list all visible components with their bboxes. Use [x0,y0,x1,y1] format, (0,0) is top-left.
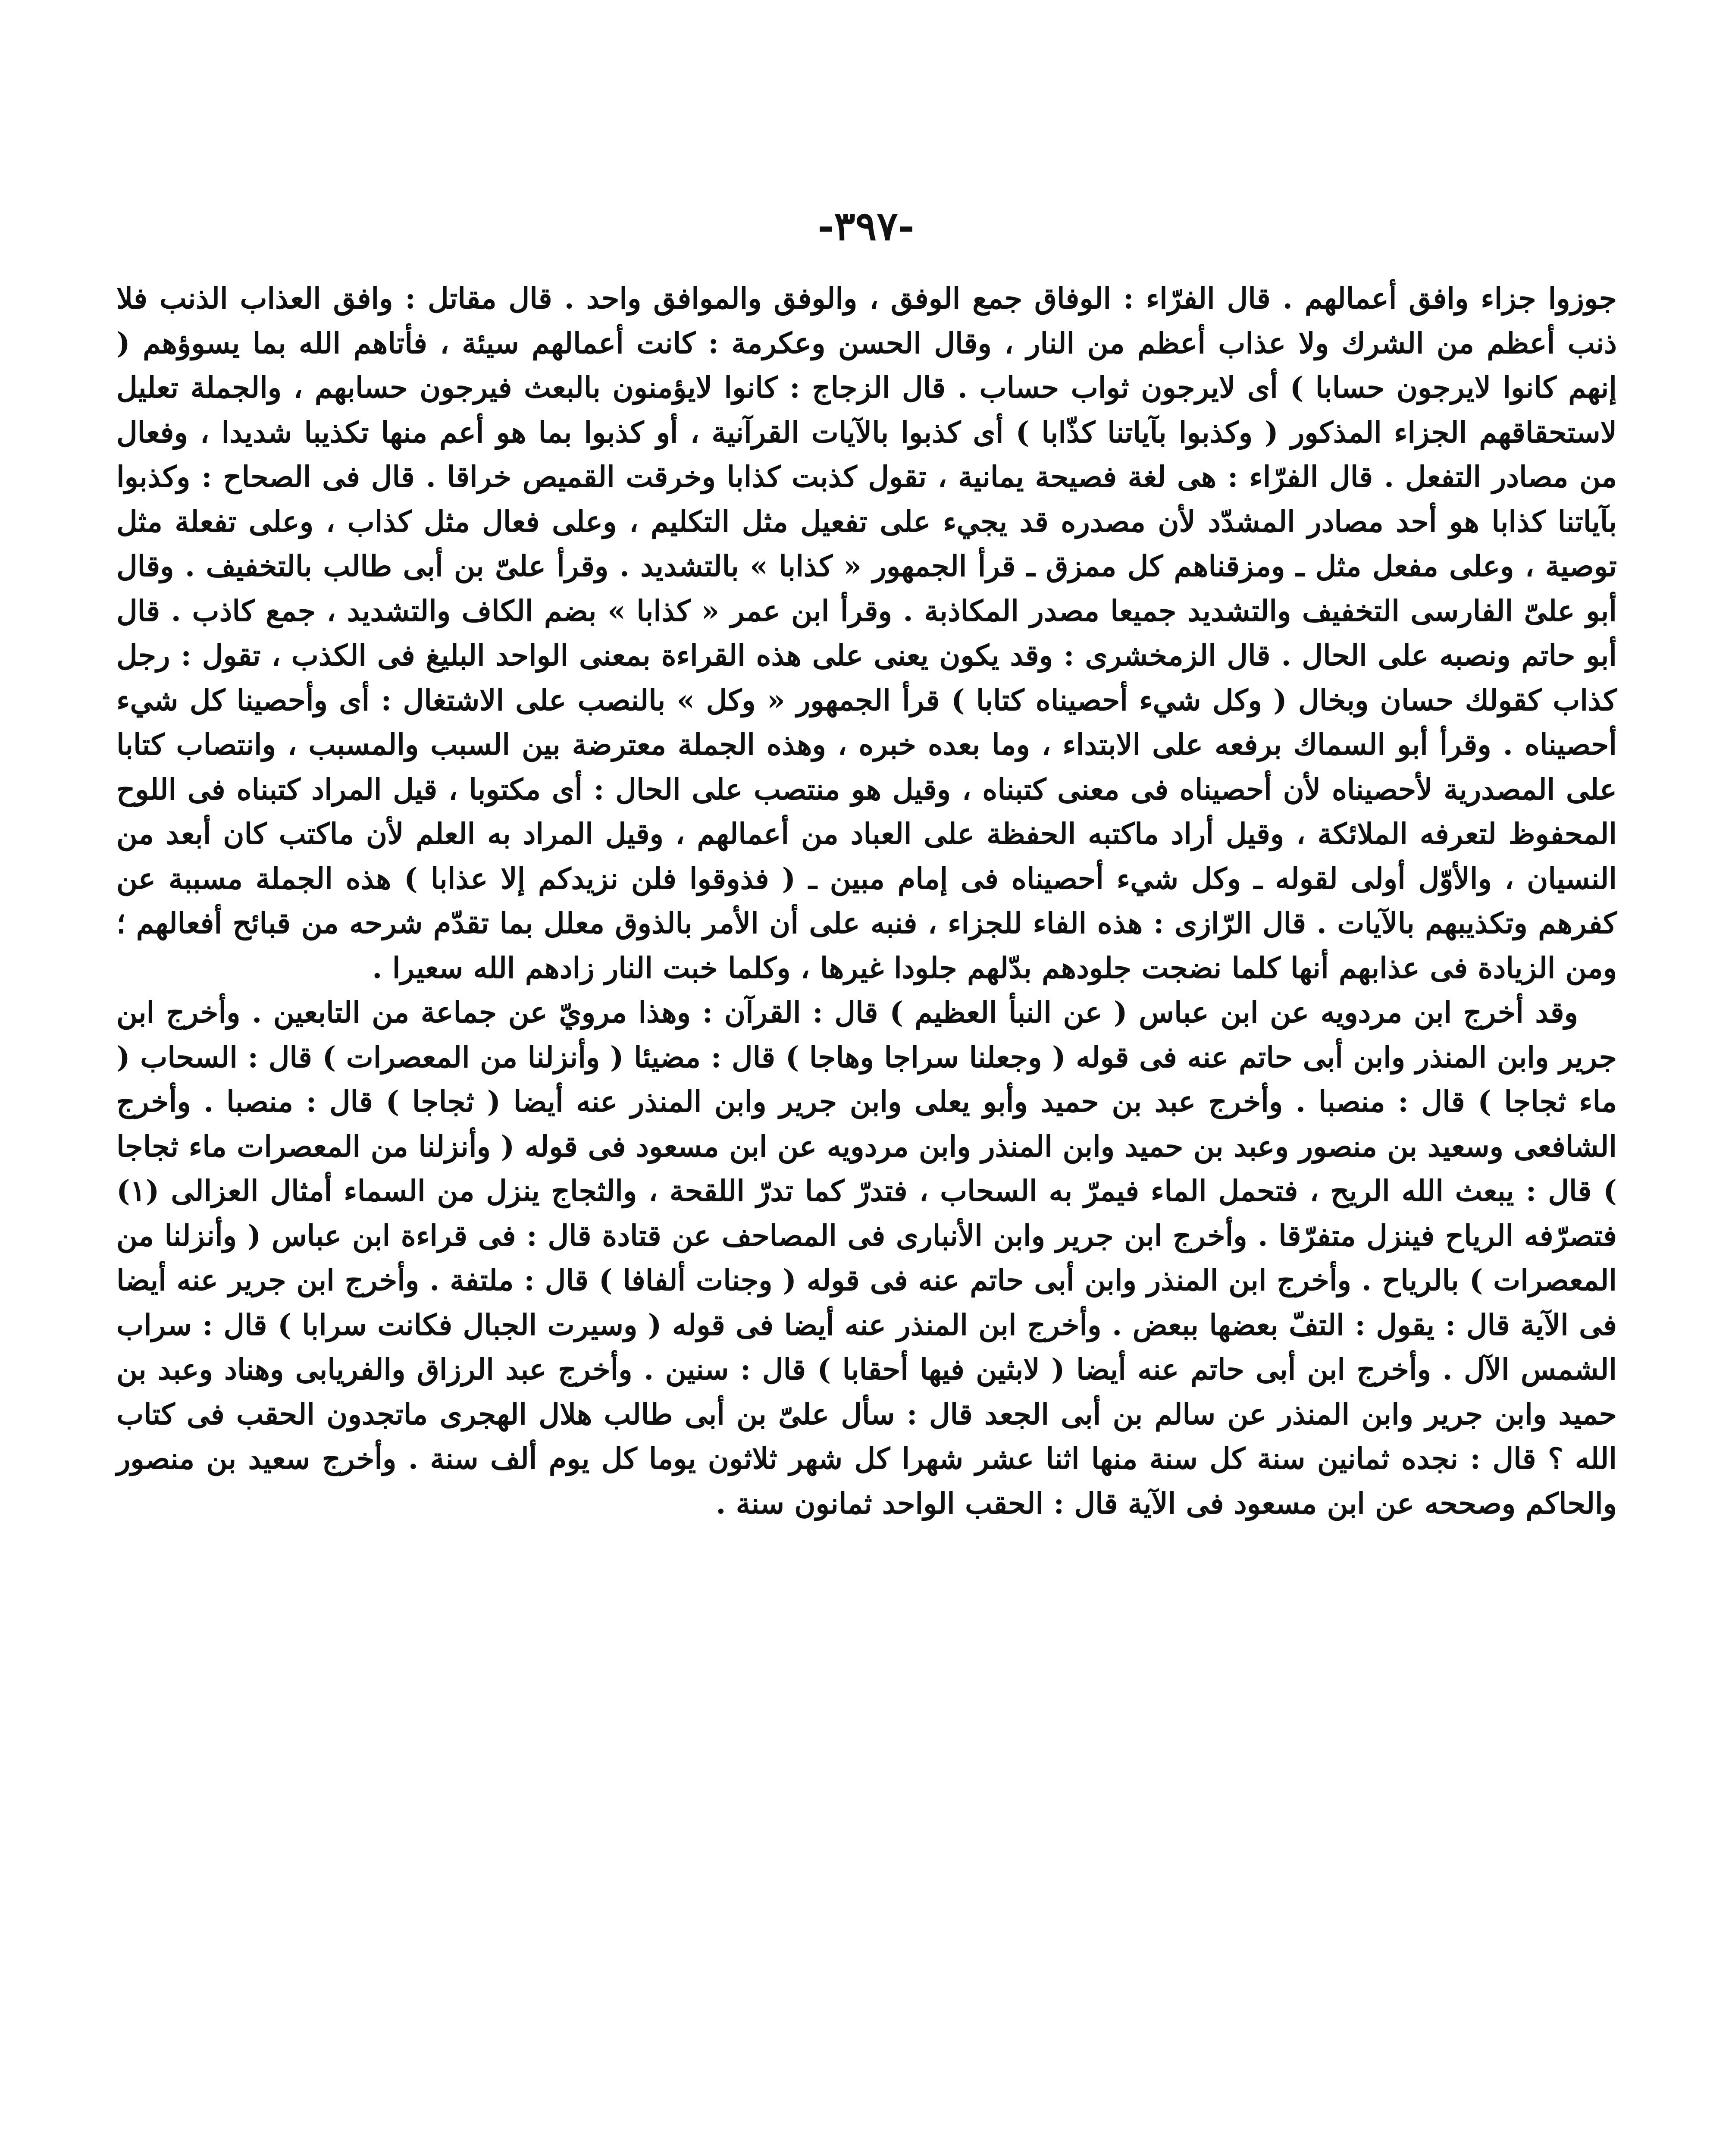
paragraph-1: جوزوا جزاء وافق أعمالهم . قال الفرّاء : الوفاق جمع الوفق ، والوفق والموافق واحد . قال مقاتل : وافق العذاب الذنب فلا ذنب أعظم من الشرك ولا عذاب أعظم من النار ، وقال الحسن وعكرمة : كانت أعمالهم سيئة ، فأتاهم الله بما يسوؤهم ( إنهم كانوا لايرجون حسابا ) أى لايرجون ثواب حساب . قال الزجاج : كانوا لايؤمنون بالبعث فيرجون حسابهم ، والجملة تعليل لاستحقاقهم الجزاء المذكور ( وكذبوا بآياتنا كذّابا ) أى كذبوا بالآيات القرآنية ، أو كذبوا بما هو أعم منها تكذيبا شديدا ، وفعال من مصادر التفعل . قال الفرّاء : هى لغة فصيحة يمانية ، تقول كذبت كذابا وخرقت القميص خراقا . قال فى الصحاح : وكذبوا بآياتنا كذابا هو أحد مصادر المشدّد لأن مصدره قد يجيء على تفعيل مثل التكليم ، وعلى فعال مثل كذاب ، وعلى تفعلة مثل توصية ، وعلى مفعل مثل ـ ومزقناهم كل ممزق ـ قرأ الجمهور « كذابا » بالتشديد . وقرأ علىّ بن أبى طالب بالتخفيف . وقال أبو علىّ الفارسى التخفيف والتشديد جميعا مصدر المكاذبة . وقرأ ابن عمر « كذابا » بضم الكاف والتشديد ، جمع كاذب . قال أبو حاتم ونصبه على الحال . قال الزمخشرى : وقد يكون يعنى على هذه القراءة بمعنى الواحد البليغ فى الكذب ، تقول : رجل كذاب كقولك حسان وبخال ( وكل شيء أحصيناه كتابا ) قرأ الجمهور « وكل » بالنصب على الاشتغال : أى وأحصينا كل شيء أحصيناه . وقرأ أبو السماك برفعه على الابتداء ، وما بعده خبره ، وهذه الجملة معترضة بين السبب والمسبب ، وانتصاب كتابا على المصدرية لأحصيناه لأن أحصيناه فى معنى كتبناه ، وقيل هو منتصب على الحال : أى مكتوبا ، قيل المراد كتبناه فى اللوح المحفوظ لتعرفه الملائكة ، وقيل أراد ماكتبه الحفظة على العباد من أعمالهم ، وقيل المراد به العلم لأن ماكتب كان أبعد من النسيان ، والأوّل أولى لقوله ـ وكل شيء أحصيناه فى إمام مبين ـ ( فذوقوا فلن نزيدكم إلا عذابا ) هذه الجملة مسببة عن كفرهم وتكذيبهم بالآيات . قال الرّازى : هذه الفاء للجزاء ، فنبه على أن الأمر بالذوق معلل بما تقدّم شرحه من قبائح أفعالهم ؛ ومن الزيادة فى عذابهم أنها كلما نضجت جلودهم بدّلهم جلودا غيرها ، وكلما خبت النار زادهم الله سعيرا . [116,281,1617,985]
page-number: -٣٩٧- [817,203,915,249]
main-text [116,276,1617,1526]
paragraph-2: وقد أخرج ابن مردويه عن ابن عباس ( عن النبأ العظيم ) قال : القرآن : وهذا مرويّ عن جماعة من التابعين . وأخرج ابن جرير وابن المنذر وابن أبى حاتم عنه فى قوله ( وجعلنا سراجا وهاجا ) قال : مضيئا ( وأنزلنا من المعصرات ) قال : السحاب ( ماء ثجاجا ) قال : منصبا . وأخرج عبد بن حميد وأبو يعلى وابن جرير وابن المنذر عنه أيضا ( ثجاجا ) قال : منصبا . وأخرج الشافعى وسعيد بن منصور وعبد بن حميد وابن المنذر وابن مردويه عن ابن مسعود فى قوله ( وأنزلنا من المعصرات ماء ثجاجا ) قال : يبعث الله الريح ، فتحمل الماء فيمرّ به السحاب ، فتدرّ كما تدرّ اللقحة ، والثجاج ينزل من السماء أمثال العزالى (١) فتصرّفه الرياح فينزل متفرّقا . وأخرج ابن جرير وابن الأنبارى فى المصاحف عن قتادة قال : فى قراءة ابن عباس ( وأنزلنا من المعصرات ) بالرياح . وأخرج ابن المنذر وابن أبى حاتم عنه فى قوله ( وجنات ألفافا ) قال : ملتفة . وأخرج ابن جرير عنه أيضا فى الآية قال : يقول : التفّ بعضها ببعض . وأخرج ابن المنذر عنه أيضا فى قوله ( وسيرت الجبال فكانت سرابا ) قال : سراب الشمس الآل . وأخرج ابن أبى حاتم عنه أيضا ( لابثين فيها أحقابا ) قال : سنين . وأخرج عبد الرزاق والفريابى وهناد وعبد بن حميد وابن جرير وابن المنذر عن سالم بن أبى الجعد قال : سأل علىّ بن أبى طالب هلال الهجرى ماتجدون الحقب فى كتاب الله ؟ قال : نجده ثمانين سنة كل سنة منها اثنا عشر شهرا كل شهر ثلاثون يوما كل يوم ألف سنة . وأخرج سعيد بن منصور والحاكم وصححه عن ابن مسعود فى الآية قال : الحقب الواحد ثمانون سنة . [116,995,1617,1520]
